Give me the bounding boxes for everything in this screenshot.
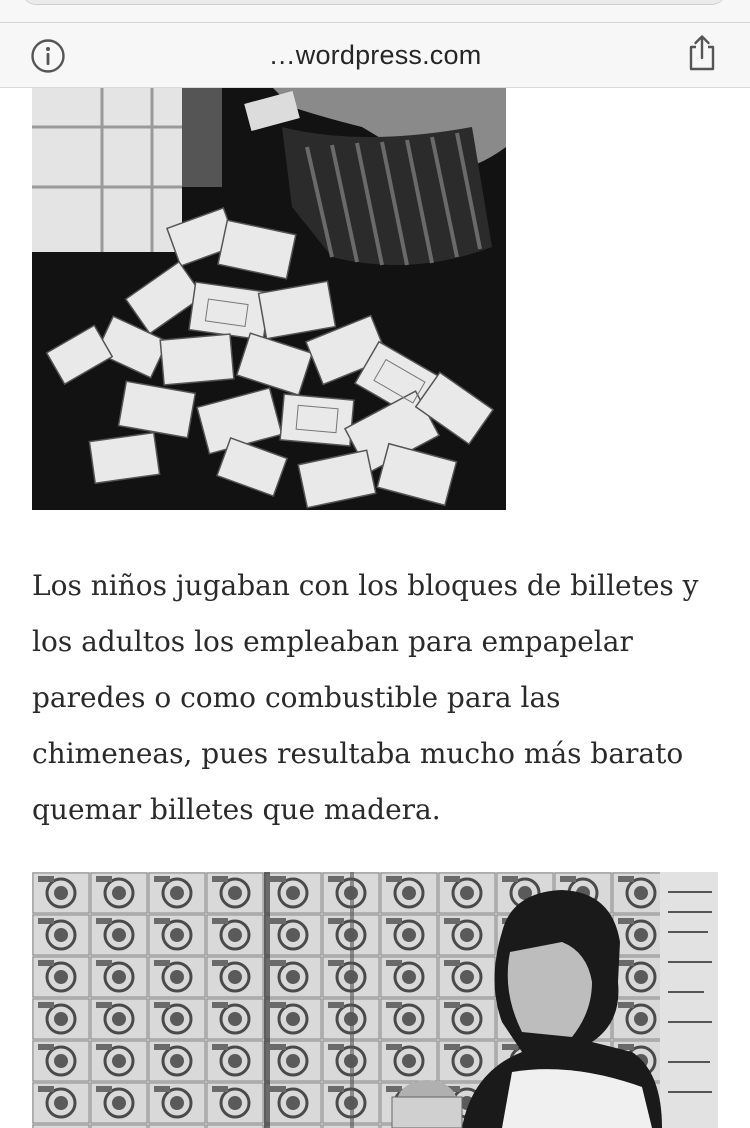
url-display[interactable]: …wordpress.com [268, 40, 482, 70]
share-icon[interactable] [686, 34, 718, 72]
article-paragraph: Los niños jugaban con los bloques de billetes y los adultos los empleaban para empapelar paredes o como combustible para las chimeneas, pues resultaba mucho más barato quemar billetes que madera. [32, 569, 699, 826]
previous-address-field [22, 0, 726, 4]
man-wallpapering-with-banknotes-photo [32, 872, 718, 1128]
url-bar-divider [0, 22, 750, 23]
hyperinflation-woman-burning-banknotes-photo [32, 87, 506, 510]
browser-url-bar [0, 0, 750, 88]
